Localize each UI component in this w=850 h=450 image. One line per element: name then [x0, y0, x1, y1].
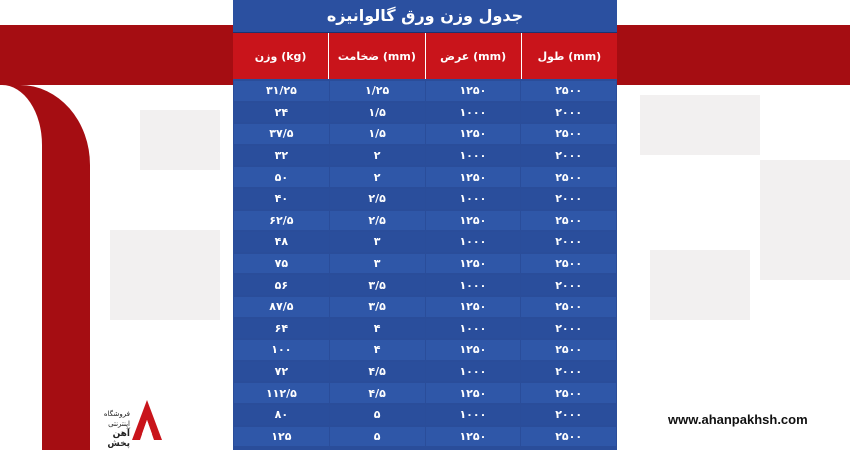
weight-table [233, 0, 617, 450]
ahanpakhsh-logo [96, 398, 166, 449]
cell-length: ۲۰۰۰ [521, 405, 616, 425]
cell-length: ۲۵۰۰ [521, 81, 616, 101]
logo-mark-icon [130, 398, 164, 442]
table-row [234, 124, 616, 144]
table-row [234, 232, 616, 252]
cell-weight: ۳۷/۵ [234, 124, 329, 144]
cell-width: ۱۲۵۰ [426, 254, 521, 274]
cell-weight: ۵۶ [234, 275, 329, 295]
cell-weight: ۴۸ [234, 232, 329, 252]
cell-weight: ۲۴ [234, 103, 329, 123]
cell-width: ۱۲۵۰ [426, 124, 521, 144]
table-row [234, 297, 616, 317]
cell-width: ۱۲۵۰ [426, 81, 521, 101]
table-row [234, 103, 616, 123]
table-row [234, 211, 616, 231]
header-thickness: ضخامت (mm) [328, 33, 424, 79]
table-row [234, 383, 616, 403]
cell-thickness: ۳/۵ [330, 275, 425, 295]
cell-weight: ۶۲/۵ [234, 211, 329, 231]
cell-thickness: ۴/۵ [330, 383, 425, 403]
background-watermark-block [650, 250, 750, 320]
cell-thickness: ۳ [330, 232, 425, 252]
cell-width: ۱۰۰۰ [426, 232, 521, 252]
table-title: جدول وزن ورق گالوانیزه [233, 0, 617, 33]
header-weight: وزن (kg) [254, 49, 307, 63]
cell-length: ۲۰۰۰ [521, 232, 616, 252]
cell-width: ۱۰۰۰ [426, 189, 521, 209]
brand-red-curve-cutout [0, 85, 42, 450]
cell-width: ۱۲۵۰ [426, 297, 521, 317]
table-row [234, 167, 616, 187]
cell-thickness: ۱/۲۵ [330, 81, 425, 101]
cell-weight: ۷۵ [234, 254, 329, 274]
cell-width: ۱۲۵۰ [426, 427, 521, 447]
cell-length: ۲۰۰۰ [521, 189, 616, 209]
cell-weight: ۱۰۰ [234, 340, 329, 360]
cell-thickness: ۲/۵ [330, 189, 425, 209]
cell-length: ۲۰۰۰ [521, 362, 616, 382]
cell-weight: ۴۰ [234, 189, 329, 209]
cell-thickness: ۲/۵ [330, 211, 425, 231]
cell-length: ۲۰۰۰ [521, 275, 616, 295]
cell-weight: ۸۰ [234, 405, 329, 425]
cell-length: ۲۰۰۰ [521, 146, 616, 166]
header-width: عرض (mm) [425, 33, 521, 79]
cell-weight: ۱۱۲/۵ [234, 383, 329, 403]
cell-weight: ۷۲ [234, 362, 329, 382]
logo-text-line1: فروشگاه [103, 410, 130, 418]
header-length: طول (mm) [521, 33, 617, 79]
cell-length: ۲۵۰۰ [521, 124, 616, 144]
background-watermark-block [640, 95, 760, 155]
cell-weight: ۸۷/۵ [234, 297, 329, 317]
cell-thickness: ۴ [330, 319, 425, 339]
table-row [234, 254, 616, 274]
cell-thickness: ۱/۵ [330, 103, 425, 123]
table-row [234, 189, 616, 209]
cell-weight: ۶۴ [234, 319, 329, 339]
cell-thickness: ۳/۵ [330, 297, 425, 317]
cell-thickness: ۲ [330, 146, 425, 166]
cell-length: ۲۵۰۰ [521, 297, 616, 317]
table-header-row [233, 33, 617, 79]
cell-weight: ۱۲۵ [234, 427, 329, 447]
cell-width: ۱۲۵۰ [426, 383, 521, 403]
cell-width: ۱۰۰۰ [426, 405, 521, 425]
cell-width: ۱۲۵۰ [426, 340, 521, 360]
cell-length: ۲۵۰۰ [521, 340, 616, 360]
cell-length: ۲۵۰۰ [521, 427, 616, 447]
cell-thickness: ۳ [330, 254, 425, 274]
table-row [234, 275, 616, 295]
table-row [234, 362, 616, 382]
cell-width: ۱۰۰۰ [426, 275, 521, 295]
cell-thickness: ۱/۵ [330, 124, 425, 144]
cell-width: ۱۰۰۰ [426, 319, 521, 339]
cell-weight: ۳۱/۲۵ [234, 81, 329, 101]
cell-thickness: ۴/۵ [330, 362, 425, 382]
logo-text-line3: آهن پخش [107, 429, 130, 449]
table-row [234, 319, 616, 339]
cell-thickness: ۴ [330, 340, 425, 360]
cell-thickness: ۵ [330, 405, 425, 425]
cell-width: ۱۰۰۰ [426, 146, 521, 166]
cell-thickness: ۲ [330, 167, 425, 187]
cell-width: ۱۰۰۰ [426, 103, 521, 123]
background-watermark-block [760, 160, 850, 280]
cell-width: ۱۲۵۰ [426, 211, 521, 231]
cell-length: ۲۵۰۰ [521, 254, 616, 274]
cell-width: ۱۲۵۰ [426, 167, 521, 187]
cell-length: ۲۵۰۰ [521, 167, 616, 187]
cell-weight: ۵۰ [234, 167, 329, 187]
website-url[interactable]: www.ahanpakhsh.com [668, 412, 808, 427]
table-body [233, 79, 617, 446]
cell-length: ۲۰۰۰ [521, 319, 616, 339]
cell-width: ۱۰۰۰ [426, 362, 521, 382]
table-row [234, 405, 616, 425]
background-watermark-block [140, 110, 220, 170]
background-watermark-block [110, 230, 220, 320]
table-row [234, 427, 616, 447]
table-row [234, 340, 616, 360]
table-row [234, 146, 616, 166]
logo-text-line2: اینترنتی [108, 420, 130, 428]
table-row [234, 81, 616, 101]
cell-length: ۲۵۰۰ [521, 383, 616, 403]
cell-length: ۲۵۰۰ [521, 211, 616, 231]
cell-thickness: ۵ [330, 427, 425, 447]
cell-weight: ۳۲ [234, 146, 329, 166]
cell-length: ۲۰۰۰ [521, 103, 616, 123]
